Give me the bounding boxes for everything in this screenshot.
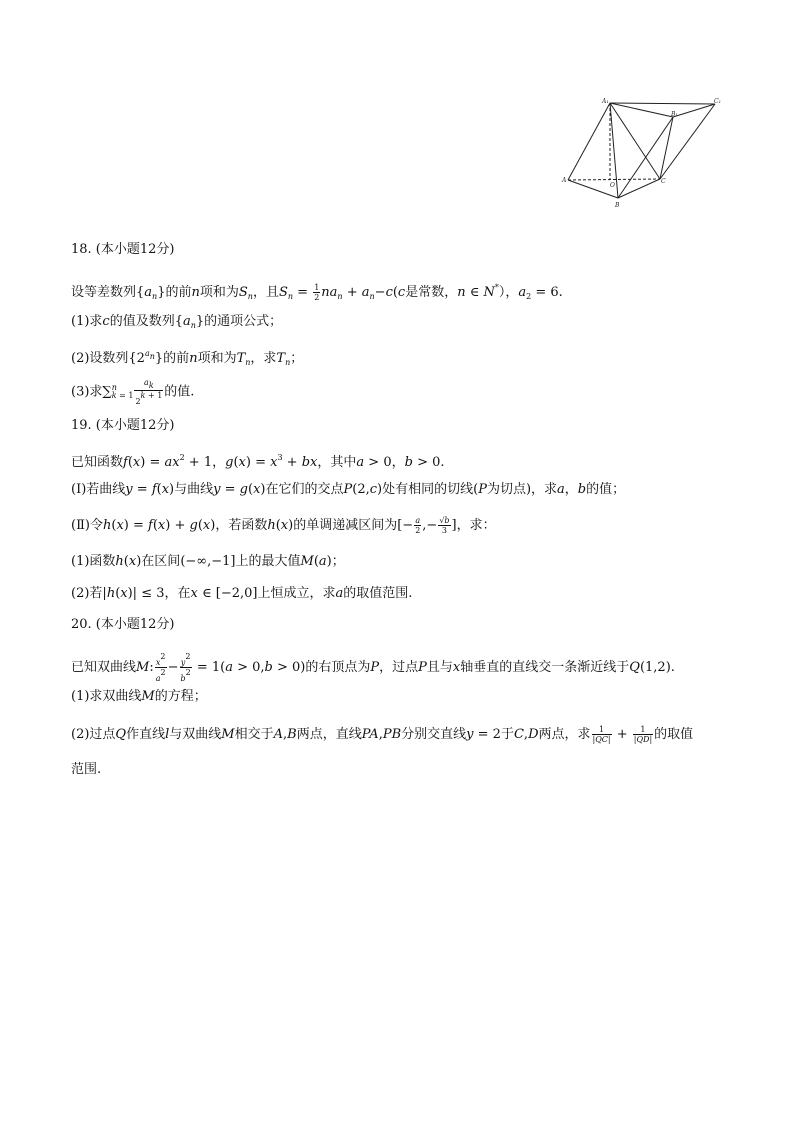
q18-stem: 设等差数列$\{a_n\}$的前n项和为$S_n$，且$S_n$ = $\frac{1}{2}$ $na_n + a_n-c(c$是常数，n ∈ N*），$a_2 = 6$.	[71, 283, 563, 302]
edge-ac-hidden	[568, 179, 660, 180]
q18-part2: (2)设数列$\{2^{an}\}$的前n项和为$T_n$，求$T_n$；	[71, 349, 304, 367]
q19-part4: (2)若|h(x)| ≤ 3，在x ∈ [−2,0]上恒成立，求a的取值范围.	[71, 586, 413, 601]
q19-part2: (Ⅱ)令h(x) = f(x) + g(x)，若函数h(x)的单调递减区间为[− $\frac{a}{2}$ ,− $\frac{√b}{3}$ ]，求：	[71, 516, 496, 535]
label-o: O	[610, 182, 615, 189]
edge-a1b1	[610, 103, 673, 117]
label-b: B	[615, 202, 620, 209]
q18-header: 18. (本小题12分)	[71, 242, 175, 257]
q19-header: 19. (本小题12分)	[71, 418, 175, 433]
q18-part3: (3)求∑ n k = 1 $\frac{ak}{2k + 1}$ 的值.	[71, 378, 195, 406]
q20-part1: (1)求双曲线M的方程；	[71, 689, 207, 704]
label-a: A	[562, 177, 567, 184]
q20-part2: (2)过点Q作直线l与双曲线M相交于A,B两点，直线PA,PB分别交直线y = 2于C,D两点，求 $\frac{1}{|QC|}$ + $\frac{1}{|QD|}$ 的取值	[71, 725, 694, 744]
edge-b1c1	[673, 104, 715, 117]
q19-part3: (1)函数h(x)在区间(−∞,−1]上的最大值M(a)；	[71, 554, 345, 569]
edge-a1c1	[610, 103, 715, 104]
q19-stem: 已知函数$f(x) = ax^2 + 1$，$g(x) = x^3$ + bx，其中a > 0，b > 0.	[71, 453, 445, 470]
q19-part1: (Ⅰ)若曲线y = f(x)与曲线y = g(x)在它们的交点P(2,c)处有相同的切线(P为切点)，求a，b的值；	[71, 482, 626, 497]
label-a1: A₁	[602, 98, 609, 105]
q20-stem: 已知双曲线M: $\frac{x2}{a2}$ − $\frac{y2}{b2}$ = 1(a > 0,b > 0)的右顶点为P，过点P且与x轴垂直的直线交一条渐近线于Q(1,2).	[71, 652, 675, 683]
label-c: C	[661, 178, 666, 185]
edge-a1c	[610, 103, 660, 179]
q20-header: 20. (本小题12分)	[71, 617, 175, 632]
q18-part1: (1)求c的值及数列$\{a_n\}$的通项公式；	[71, 314, 283, 330]
edge-a1a	[568, 103, 610, 180]
prism-figure	[560, 95, 730, 210]
label-b1: B₁	[671, 111, 678, 118]
q20-part2-cont: 范围.	[71, 762, 102, 777]
label-c1: C₁	[714, 98, 721, 105]
